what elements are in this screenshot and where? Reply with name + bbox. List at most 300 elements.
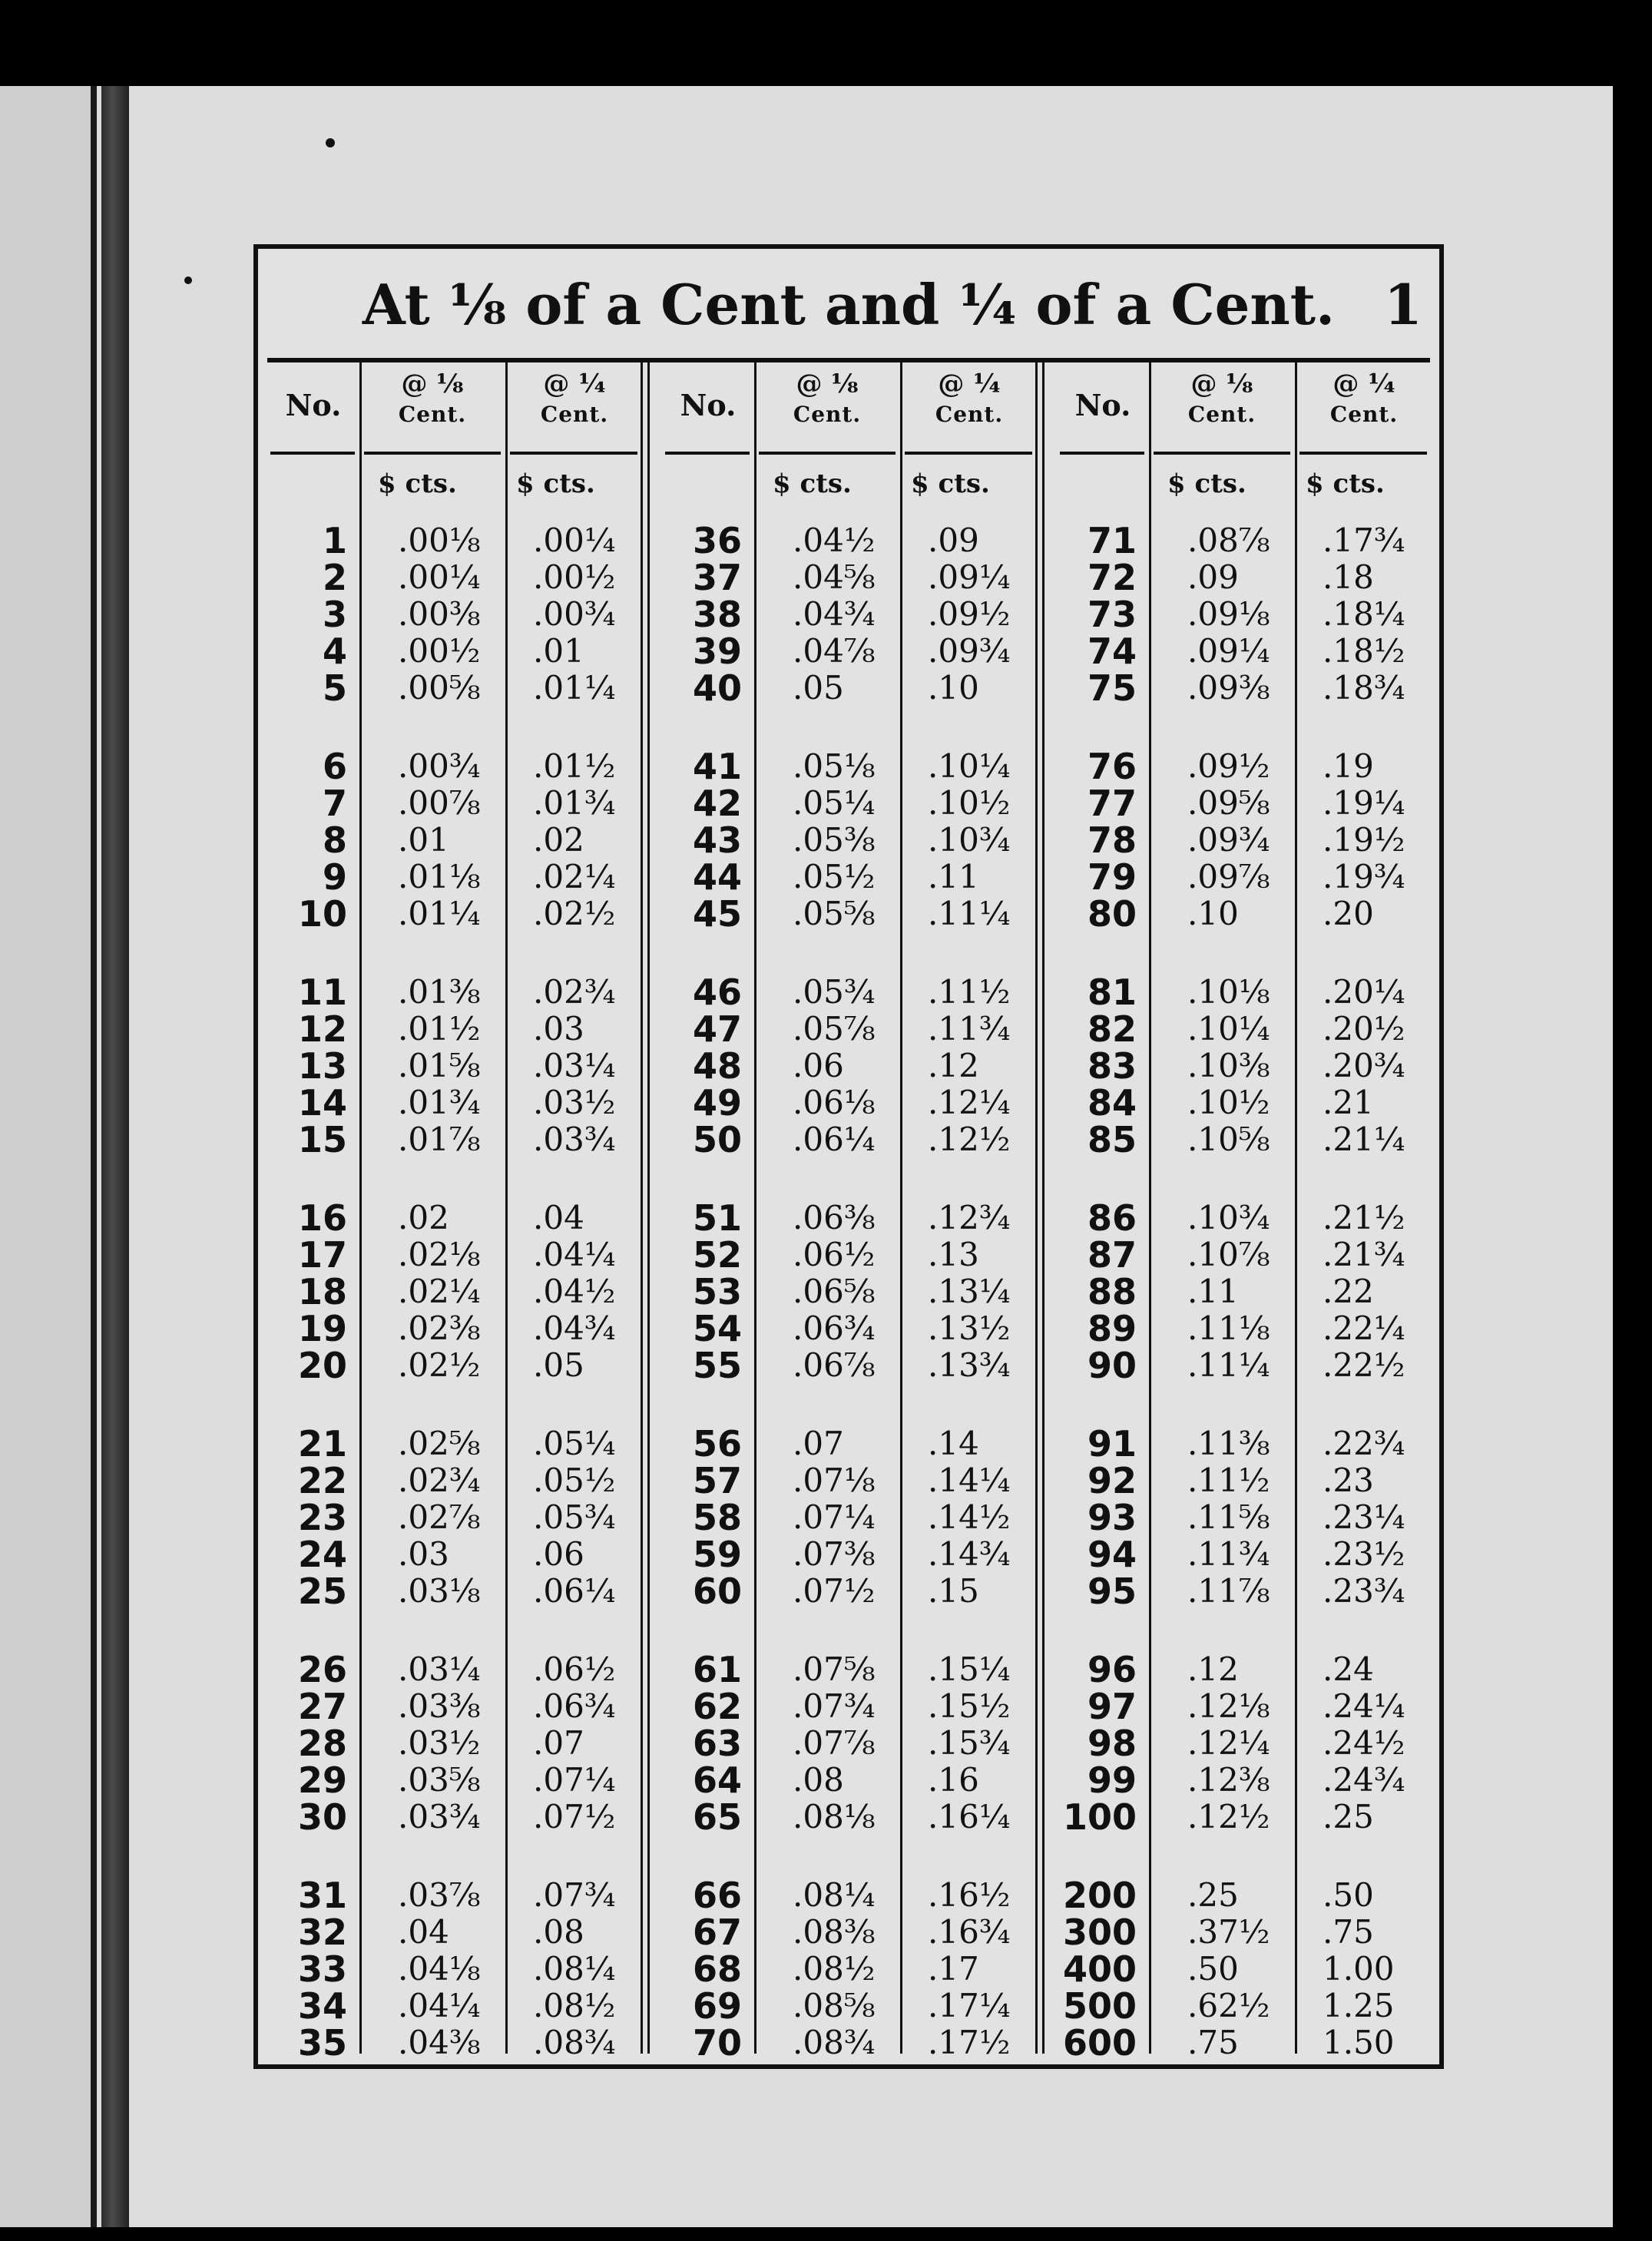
eighth-cent-value: .02¼ <box>398 1273 481 1310</box>
quarter-cent-value: .16½ <box>928 1876 1011 1914</box>
row-number: 96 <box>1087 1649 1137 1690</box>
row-number: 27 <box>297 1686 347 1727</box>
eighth-cent-value: .02⅛ <box>398 1236 481 1273</box>
quarter-cent-value: .21¾ <box>1323 1236 1405 1273</box>
quarter-cent-value: .03¾ <box>533 1120 616 1158</box>
row-number: 24 <box>297 1534 347 1575</box>
quarter-cent-value: 1.50 <box>1323 2024 1395 2061</box>
eighth-cent-value: .10⅞ <box>1187 1236 1270 1273</box>
row-number: 16 <box>297 1197 347 1239</box>
quarter-cent-value: .21 <box>1323 1084 1374 1121</box>
row-number: 44 <box>692 856 742 898</box>
quarter-cent-value: .13¾ <box>928 1346 1011 1384</box>
row-number: 10 <box>297 893 347 935</box>
row-number: 59 <box>692 1534 742 1575</box>
eighth-cent-value: .00½ <box>398 632 481 670</box>
eighth-cent-value: .50 <box>1187 1950 1239 1988</box>
row-number: 53 <box>692 1271 742 1312</box>
row-number: 82 <box>1087 1008 1137 1050</box>
row-number: 1 <box>322 520 347 561</box>
eighth-cent-value: .06⅜ <box>793 1199 876 1236</box>
quarter-cent-value: .17½ <box>928 2024 1011 2061</box>
eighth-cent-value: .08 <box>793 1761 844 1799</box>
header-rule <box>759 452 896 455</box>
eighth-cent-value: .01 <box>398 821 449 859</box>
quarter-cent-value: .06¼ <box>533 1572 616 1610</box>
quarter-cent-value: .21¼ <box>1323 1120 1405 1158</box>
quarter-cent-value: .14 <box>928 1425 979 1462</box>
row-number: 65 <box>692 1796 742 1838</box>
row-number: 4 <box>322 631 347 672</box>
eighth-cent-value: .10⅜ <box>1187 1047 1270 1084</box>
row-number: 92 <box>1087 1460 1137 1501</box>
eighth-cent-value: .09 <box>1187 558 1239 596</box>
row-number: 100 <box>1062 1796 1137 1838</box>
row-number: 34 <box>297 1985 347 2027</box>
row-number: 3 <box>322 594 347 635</box>
eighth-cent-value: .00⅝ <box>398 669 481 707</box>
row-number: 11 <box>297 972 347 1013</box>
eighth-cent-value: .07¼ <box>793 1498 876 1536</box>
eighth-cent-value: .05⅝ <box>793 895 876 932</box>
row-number: 52 <box>692 1234 742 1276</box>
eighth-cent-value: .05¾ <box>793 973 876 1011</box>
quarter-cent-value: .11¼ <box>928 895 1011 932</box>
price-table <box>253 244 1444 2069</box>
quarter-cent-value: 1.00 <box>1323 1950 1395 1988</box>
quarter-cent-value: 1.25 <box>1323 1987 1395 2024</box>
row-number: 77 <box>1087 783 1137 824</box>
eighth-cent-value: .07½ <box>793 1572 876 1610</box>
eighth-cent-value: .04½ <box>793 521 876 559</box>
row-number: 600 <box>1062 2022 1137 2064</box>
row-number: 31 <box>297 1875 347 1916</box>
quarter-cent-value: .17¼ <box>928 1987 1011 2024</box>
row-number: 19 <box>297 1308 347 1349</box>
eighth-cent-value: .37½ <box>1187 1913 1270 1951</box>
eighth-cent-value: .01½ <box>398 1010 481 1048</box>
eighth-cent-value: .04⅝ <box>793 558 876 596</box>
quarter-cent-value: .08 <box>533 1913 584 1951</box>
header-quarter: @ ¼ <box>543 369 606 399</box>
header-rule <box>364 452 501 455</box>
row-number: 43 <box>692 819 742 861</box>
eighth-cent-value: .11⅜ <box>1187 1425 1270 1462</box>
row-number: 63 <box>692 1723 742 1764</box>
row-number: 5 <box>322 667 347 709</box>
eighth-cent-value: .01⅛ <box>398 858 481 895</box>
eighth-cent-value: .03⅛ <box>398 1572 481 1610</box>
quarter-cent-value: .23¼ <box>1323 1498 1405 1536</box>
eighth-cent-value: .05⅛ <box>793 747 876 785</box>
row-number: 25 <box>297 1571 347 1612</box>
page-number: 1 <box>1383 272 1422 337</box>
eighth-cent-value: .10⅝ <box>1187 1120 1270 1158</box>
row-number: 36 <box>692 520 742 561</box>
eighth-cent-value: .08⅝ <box>793 1987 876 2024</box>
quarter-cent-value: .19 <box>1323 747 1374 785</box>
row-number: 71 <box>1087 520 1137 561</box>
quarter-cent-value: .09¾ <box>928 632 1011 670</box>
eighth-cent-value: .09¾ <box>1187 821 1270 859</box>
row-number: 300 <box>1062 1912 1137 1953</box>
header-eighth-cent <box>359 369 505 453</box>
eighth-cent-value: .01⅝ <box>398 1047 481 1084</box>
eighth-cent-value: .62½ <box>1187 1987 1270 2024</box>
row-number: 97 <box>1087 1686 1137 1727</box>
eighth-cent-value: .08⅜ <box>793 1913 876 1951</box>
quarter-cent-value: .07¼ <box>533 1761 616 1799</box>
row-number: 58 <box>692 1497 742 1538</box>
row-number: 30 <box>297 1796 347 1838</box>
header-quarter-cent <box>1295 369 1433 453</box>
eighth-cent-value: .07 <box>793 1425 844 1462</box>
quarter-cent-value: .13 <box>928 1236 979 1273</box>
row-number: 93 <box>1087 1497 1137 1538</box>
quarter-cent-value: .04 <box>533 1199 584 1236</box>
unit-label: $ cts. <box>911 468 990 499</box>
quarter-cent-value: .18¼ <box>1323 595 1405 633</box>
quarter-cent-value: .18 <box>1323 558 1374 596</box>
row-number: 14 <box>297 1082 347 1124</box>
header-cent: Cent. <box>1187 402 1256 427</box>
eighth-cent-value: .12 <box>1187 1650 1239 1688</box>
quarter-cent-value: .20¼ <box>1323 973 1405 1011</box>
quarter-cent-value: .08¾ <box>533 2024 616 2061</box>
eighth-cent-value: .02½ <box>398 1346 481 1384</box>
row-number: 80 <box>1087 893 1137 935</box>
eighth-cent-value: .11⅝ <box>1187 1498 1270 1536</box>
eighth-cent-value: .08⅛ <box>793 1798 876 1836</box>
quarter-cent-value: .24½ <box>1323 1724 1405 1762</box>
eighth-cent-value: .04¼ <box>398 1987 481 2024</box>
eighth-cent-value: .09⅞ <box>1187 858 1270 895</box>
row-number: 61 <box>692 1649 742 1690</box>
eighth-cent-value: .03⅞ <box>398 1876 481 1914</box>
quarter-cent-value: .11½ <box>928 973 1011 1011</box>
quarter-cent-value: .01½ <box>533 747 616 785</box>
eighth-cent-value: .02¾ <box>398 1461 481 1499</box>
eighth-cent-value: .06⅝ <box>793 1273 876 1310</box>
eighth-cent-value: .10½ <box>1187 1084 1270 1121</box>
eighth-cent-value: .04 <box>398 1913 449 1951</box>
quarter-cent-value: .16¼ <box>928 1798 1011 1836</box>
row-number: 40 <box>692 667 742 709</box>
row-number: 64 <box>692 1759 742 1801</box>
eighth-cent-value: .09½ <box>1187 747 1270 785</box>
row-number: 55 <box>692 1345 742 1386</box>
row-number: 8 <box>322 819 347 861</box>
quarter-cent-value: .03½ <box>533 1084 616 1121</box>
row-number: 47 <box>692 1008 742 1050</box>
eighth-cent-value: .02⅝ <box>398 1425 481 1462</box>
quarter-cent-value: .10 <box>928 669 979 707</box>
row-number: 50 <box>692 1119 742 1160</box>
quarter-cent-value: .09½ <box>928 595 1011 633</box>
header-cent: Cent. <box>935 402 1004 427</box>
eighth-cent-value: .25 <box>1187 1876 1239 1914</box>
eighth-cent-value: .01¾ <box>398 1084 481 1121</box>
row-number: 95 <box>1087 1571 1137 1612</box>
row-number: 32 <box>297 1912 347 1953</box>
eighth-cent-value: .02⅞ <box>398 1498 481 1536</box>
quarter-cent-value: .19¾ <box>1323 858 1405 895</box>
row-number: 42 <box>692 783 742 824</box>
row-number: 78 <box>1087 819 1137 861</box>
row-number: 76 <box>1087 746 1137 787</box>
eighth-cent-value: .07¾ <box>793 1687 876 1725</box>
eighth-cent-value: .03¾ <box>398 1798 481 1836</box>
eighth-cent-value: .07⅞ <box>793 1724 876 1762</box>
quarter-cent-value: .02¼ <box>533 858 616 895</box>
row-number: 500 <box>1062 1985 1137 2027</box>
table-grid <box>267 361 1430 2064</box>
header-rule <box>1299 452 1427 455</box>
row-number: 38 <box>692 594 742 635</box>
quarter-cent-value: .22¾ <box>1323 1425 1405 1462</box>
header-cent: Cent. <box>398 402 467 427</box>
row-number: 400 <box>1062 1948 1137 1990</box>
row-number: 69 <box>692 1985 742 2027</box>
row-number: 18 <box>297 1271 347 1312</box>
row-number: 56 <box>692 1423 742 1465</box>
eighth-cent-value: .05 <box>793 669 844 707</box>
eighth-cent-value: .09⅛ <box>1187 595 1270 633</box>
header-cent: Cent. <box>540 402 609 427</box>
row-number: 20 <box>297 1345 347 1386</box>
quarter-cent-value: .01 <box>533 632 584 670</box>
quarter-cent-value: .00¾ <box>533 595 616 633</box>
quarter-cent-value: .05 <box>533 1346 584 1384</box>
quarter-cent-value: .04½ <box>533 1273 616 1310</box>
eighth-cent-value: .08¼ <box>793 1876 876 1914</box>
quarter-cent-value: .01¼ <box>533 669 616 707</box>
eighth-cent-value: .07⅜ <box>793 1535 876 1573</box>
quarter-cent-value: .12¾ <box>928 1199 1011 1236</box>
eighth-cent-value: .03⅝ <box>398 1761 481 1799</box>
header-rule <box>270 452 355 455</box>
eighth-cent-value: .03 <box>398 1535 449 1573</box>
eighth-cent-value: .06½ <box>793 1236 876 1273</box>
header-eighth-cent <box>1149 369 1295 453</box>
column-divider <box>1149 361 1151 2054</box>
row-number: 2 <box>322 557 347 598</box>
eighth-cent-value: .04¾ <box>793 595 876 633</box>
header-quarter-cent <box>900 369 1038 453</box>
quarter-cent-value: .20¾ <box>1323 1047 1405 1084</box>
unit-label: $ cts. <box>516 468 595 499</box>
quarter-cent-value: .11¾ <box>928 1010 1011 1048</box>
row-number: 46 <box>692 972 742 1013</box>
eighth-cent-value: .06 <box>793 1047 844 1084</box>
quarter-cent-value: .04¾ <box>533 1309 616 1347</box>
row-number: 7 <box>322 783 347 824</box>
quarter-cent-value: .10½ <box>928 784 1011 822</box>
quarter-cent-value: .14¾ <box>928 1535 1011 1573</box>
row-number: 84 <box>1087 1082 1137 1124</box>
header-eighth: @ ⅛ <box>1190 369 1253 399</box>
row-number: 41 <box>692 746 742 787</box>
row-number: 83 <box>1087 1045 1137 1087</box>
row-number: 21 <box>297 1423 347 1465</box>
ink-speck <box>326 138 335 147</box>
quarter-cent-value: .05½ <box>533 1461 616 1499</box>
quarter-cent-value: .20½ <box>1323 1010 1405 1048</box>
eighth-cent-value: .07⅛ <box>793 1461 876 1499</box>
table-title: At ⅛ of a Cent and ¼ of a Cent. <box>362 272 1336 337</box>
eighth-cent-value: .06¼ <box>793 1120 876 1158</box>
row-number: 28 <box>297 1723 347 1764</box>
eighth-cent-value: .04⅜ <box>398 2024 481 2061</box>
row-number: 79 <box>1087 856 1137 898</box>
quarter-cent-value: .15 <box>928 1572 979 1610</box>
quarter-cent-value: .15½ <box>928 1687 1011 1725</box>
quarter-cent-value: .75 <box>1323 1913 1374 1951</box>
quarter-cent-value: .05¼ <box>533 1425 616 1462</box>
row-number: 200 <box>1062 1875 1137 1916</box>
row-number: 15 <box>297 1119 347 1160</box>
unit-label: $ cts. <box>1306 468 1385 499</box>
eighth-cent-value: .11½ <box>1187 1461 1270 1499</box>
row-number: 29 <box>297 1759 347 1801</box>
eighth-cent-value: .06¾ <box>793 1309 876 1347</box>
quarter-cent-value: .19¼ <box>1323 784 1405 822</box>
header-rule <box>1060 452 1144 455</box>
eighth-cent-value: .03¼ <box>398 1650 481 1688</box>
quarter-cent-value: .24 <box>1323 1650 1374 1688</box>
eighth-cent-value: .03½ <box>398 1724 481 1762</box>
eighth-cent-value: .75 <box>1187 2024 1239 2061</box>
quarter-cent-value: .18¾ <box>1323 669 1405 707</box>
quarter-cent-value: .00½ <box>533 558 616 596</box>
quarter-cent-value: .24¾ <box>1323 1761 1405 1799</box>
quarter-cent-value: .10¾ <box>928 821 1011 859</box>
unit-label: $ cts. <box>1167 468 1246 499</box>
eighth-cent-value: .05⅜ <box>793 821 876 859</box>
row-number: 98 <box>1087 1723 1137 1764</box>
eighth-cent-value: .08⅞ <box>1187 521 1270 559</box>
quarter-cent-value: .15¾ <box>928 1724 1011 1762</box>
quarter-cent-value: .09 <box>928 521 979 559</box>
row-number: 94 <box>1087 1534 1137 1575</box>
row-number: 39 <box>692 631 742 672</box>
eighth-cent-value: .00⅞ <box>398 784 481 822</box>
quarter-cent-value: .23 <box>1323 1461 1374 1499</box>
row-number: 37 <box>692 557 742 598</box>
quarter-cent-value: .03 <box>533 1010 584 1048</box>
eighth-cent-value: .01⅜ <box>398 973 481 1011</box>
row-number: 87 <box>1087 1234 1137 1276</box>
row-number: 72 <box>1087 557 1137 598</box>
quarter-cent-value: .12¼ <box>928 1084 1011 1121</box>
eighth-cent-value: .06⅛ <box>793 1084 876 1121</box>
eighth-cent-value: .10⅛ <box>1187 973 1270 1011</box>
eighth-cent-value: .11⅞ <box>1187 1572 1270 1610</box>
quarter-cent-value: .23½ <box>1323 1535 1405 1573</box>
quarter-cent-value: .22 <box>1323 1273 1374 1310</box>
quarter-cent-value: .16¾ <box>928 1913 1011 1951</box>
eighth-cent-value: .11¼ <box>1187 1346 1270 1384</box>
quarter-cent-value: .23¾ <box>1323 1572 1405 1610</box>
quarter-cent-value: .14½ <box>928 1498 1011 1536</box>
row-number: 88 <box>1087 1271 1137 1312</box>
header-cent: Cent. <box>793 402 862 427</box>
row-number: 23 <box>297 1497 347 1538</box>
row-number: 85 <box>1087 1119 1137 1160</box>
eighth-cent-value: .00¾ <box>398 747 481 785</box>
row-number: 49 <box>692 1082 742 1124</box>
eighth-cent-value: .04⅞ <box>793 632 876 670</box>
row-number: 68 <box>692 1948 742 1990</box>
quarter-cent-value: .03¼ <box>533 1047 616 1084</box>
eighth-cent-value: .04⅛ <box>398 1950 481 1988</box>
quarter-cent-value: .02 <box>533 821 584 859</box>
row-number: 12 <box>297 1008 347 1050</box>
quarter-cent-value: .17¾ <box>1323 521 1405 559</box>
eighth-cent-value: .09⅝ <box>1187 784 1270 822</box>
quarter-cent-value: .50 <box>1323 1876 1374 1914</box>
row-number: 81 <box>1087 972 1137 1013</box>
unit-label: $ cts. <box>773 468 852 499</box>
eighth-cent-value: .08½ <box>793 1950 876 1988</box>
quarter-cent-value: .13½ <box>928 1309 1011 1347</box>
quarter-cent-value: .07½ <box>533 1798 616 1836</box>
quarter-cent-value: .06¾ <box>533 1687 616 1725</box>
eighth-cent-value: .05½ <box>793 858 876 895</box>
eighth-cent-value: .11¾ <box>1187 1535 1270 1573</box>
eighth-cent-value: .03⅜ <box>398 1687 481 1725</box>
eighth-cent-value: .12⅛ <box>1187 1687 1270 1725</box>
header-quarter: @ ¼ <box>938 369 1001 399</box>
row-number: 86 <box>1087 1197 1137 1239</box>
row-number: 54 <box>692 1308 742 1349</box>
row-number: 35 <box>297 2022 347 2064</box>
ink-speck <box>184 276 192 284</box>
header-cent: Cent. <box>1329 402 1399 427</box>
header-rule <box>1154 452 1290 455</box>
quarter-cent-value: .25 <box>1323 1798 1374 1836</box>
eighth-cent-value: .00⅛ <box>398 521 481 559</box>
row-number: 33 <box>297 1948 347 1990</box>
quarter-cent-value: .15¼ <box>928 1650 1011 1688</box>
left-page-edge <box>0 86 97 2227</box>
row-number: 91 <box>1087 1423 1137 1465</box>
row-number: 99 <box>1087 1759 1137 1801</box>
quarter-cent-value: .19½ <box>1323 821 1405 859</box>
header-quarter: @ ¼ <box>1333 369 1395 399</box>
eighth-cent-value: .11 <box>1187 1273 1239 1310</box>
row-number: 57 <box>692 1460 742 1501</box>
eighth-cent-value: .12½ <box>1187 1798 1270 1836</box>
column-divider <box>359 361 362 2054</box>
quarter-cent-value: .18½ <box>1323 632 1405 670</box>
eighth-cent-value: .11⅛ <box>1187 1309 1270 1347</box>
quarter-cent-value: .13¼ <box>928 1273 1011 1310</box>
header-no: No. <box>1074 388 1131 422</box>
row-number: 90 <box>1087 1345 1137 1386</box>
quarter-cent-value: .09¼ <box>928 558 1011 596</box>
row-number: 9 <box>322 856 347 898</box>
header-quarter-cent <box>505 369 644 453</box>
row-number: 13 <box>297 1045 347 1087</box>
eighth-cent-value: .01¼ <box>398 895 481 932</box>
eighth-cent-value: .05¼ <box>793 784 876 822</box>
row-number: 62 <box>692 1686 742 1727</box>
eighth-cent-value: .10¾ <box>1187 1199 1270 1236</box>
row-number: 66 <box>692 1875 742 1916</box>
header-eighth: @ ⅛ <box>401 369 464 399</box>
eighth-cent-value: .10 <box>1187 895 1239 932</box>
